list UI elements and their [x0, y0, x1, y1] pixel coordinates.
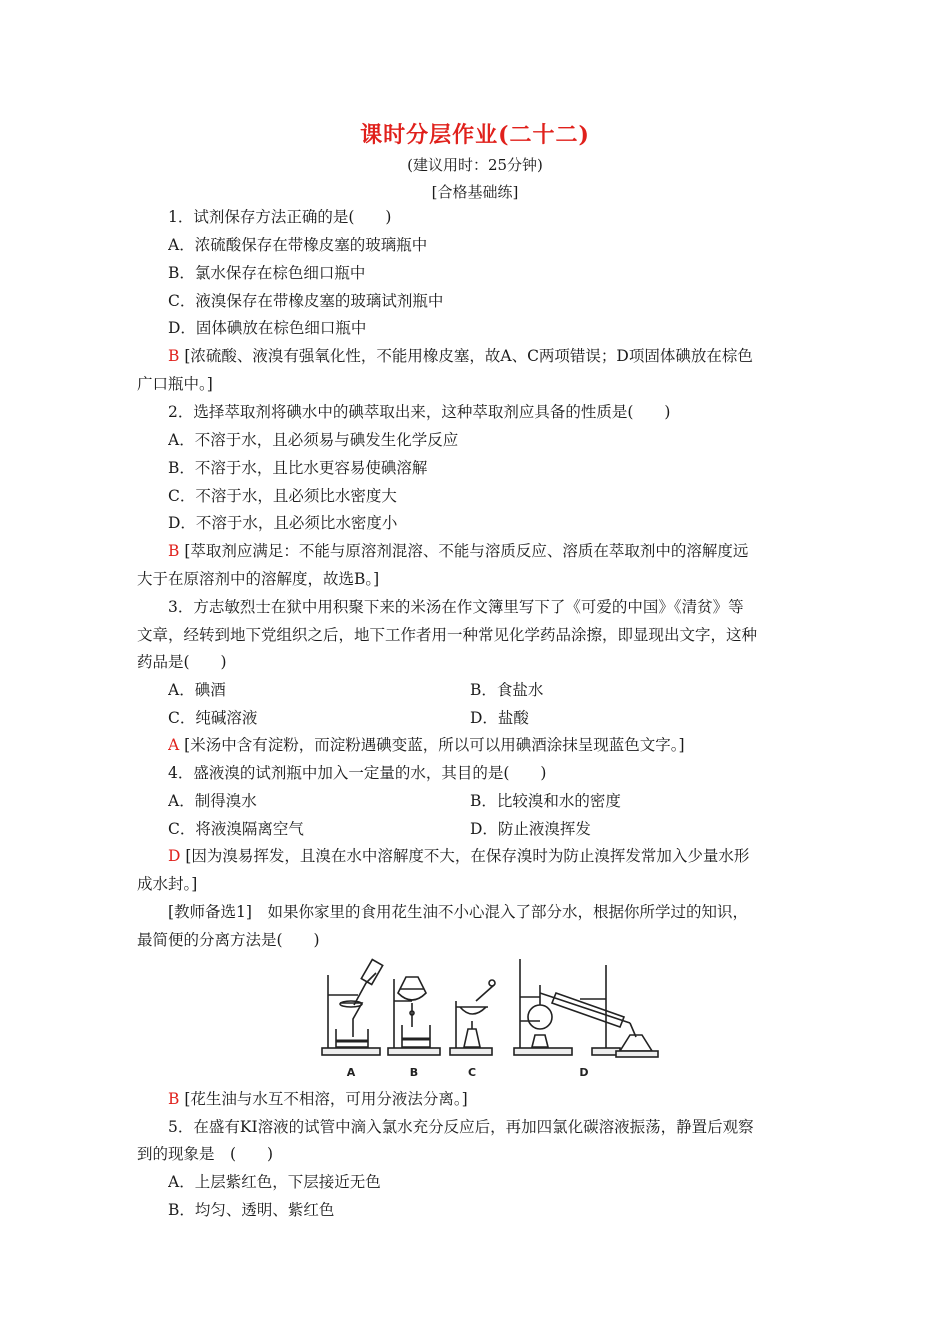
q2-explanation-line1 [168, 541, 818, 561]
q4-option-b: B．比较溴和水的密度 [470, 792, 621, 810]
q4-explain-text: [因为溴易挥发，且溴在水中溶解度不大，在保存溴时为防止溴挥发常加入少量水形 [185, 847, 750, 865]
q4-stem: 4．盛液溴的试剂瓶中加入一定量的水，其目的是( ) [168, 764, 547, 782]
q3-explain-text: [米汤中含有淀粉，而淀粉遇碘变蓝，所以可以用碘酒涂抹呈现蓝色文字。] [184, 736, 685, 754]
q2-explanation-line2: 大于在原溶剂中的溶解度，故选B。] [137, 570, 380, 588]
section-heading: [合格基础练] [431, 183, 519, 201]
q2-answer: B [168, 542, 180, 560]
q1-answer: B [168, 347, 180, 365]
figure-label-a: A [346, 1066, 356, 1079]
q2-explain-text: [萃取剂应满足：不能与原溶剂混溶、不能与溶质反应、溶质在萃取剂中的溶解度远 [184, 542, 749, 560]
figure-label-b: B [409, 1066, 419, 1079]
q2-option-c: C．不溶于水，且必须比水密度大 [168, 487, 397, 505]
apparatus-a-filtration [322, 959, 383, 1055]
teacher-explain-text: [花生油与水互不相溶，可用分液法分离。] [184, 1090, 468, 1108]
teacher-answer: B [168, 1090, 180, 1108]
teacher-stem-line2: 最简便的分离方法是( ) [137, 931, 320, 949]
teacher-explanation [168, 1089, 818, 1109]
q3-stem-line1: 3．方志敏烈士在狱中用积聚下来的米汤在作文簿里写下了《可爱的中国》《清贫》等 [168, 598, 744, 616]
q1-explain-text: [浓硫酸、液溴有强氧化性，不能用橡皮塞，故A、C两项错误；D项固体碘放在棕色 [184, 347, 753, 365]
q5-stem-line1: 5．在盛有KI溶液的试管中滴入氯水充分反应后，再加四氯化碳溶液振荡，静置后观察 [168, 1118, 754, 1136]
figure-label-d: D [579, 1066, 589, 1079]
q5-option-a: A．上层紫红色，下层接近无色 [168, 1173, 381, 1191]
figure-label-c: C [467, 1066, 477, 1079]
q2-option-b: B．不溶于水，且比水更容易使碘溶解 [168, 459, 428, 477]
q1-explanation-line2: 广口瓶中。] [137, 375, 213, 393]
q3-answer: A [168, 736, 180, 754]
q4-explanation-line2: 成水封。] [137, 875, 198, 893]
q1-stem: 1．试剂保存方法正确的是( ) [168, 208, 392, 226]
q1-option-d: D．固体碘放在棕色细口瓶中 [168, 319, 367, 337]
q3-option-b: B．食盐水 [470, 681, 544, 699]
apparatus-d-distillation [514, 959, 658, 1057]
q3-explanation-line1 [168, 735, 818, 755]
q5-stem-line2: 到的现象是 ( ) [137, 1145, 274, 1163]
q2-option-a: A．不溶于水，且必须易与碘发生化学反应 [168, 431, 459, 449]
page-title: 课时分层作业(二十二) [360, 122, 590, 148]
q1-option-b: B．氯水保存在棕色细口瓶中 [168, 264, 366, 282]
q3-option-c: C．纯碱溶液 [168, 709, 258, 727]
apparatus-figure [318, 955, 663, 1083]
q1-explanation-line1 [168, 346, 818, 366]
q5-option-b: B．均匀、透明、紫红色 [168, 1201, 335, 1219]
q4-option-c: C．将液溴隔离空气 [168, 820, 304, 838]
q3-stem-line2: 文章，经转到地下党组织之后，地下工作者用一种常见化学药品涂擦，即显现出文字，这种 [137, 626, 758, 644]
time-hint: (建议用时：25分钟) [407, 156, 543, 174]
apparatus-c-evaporation [450, 980, 495, 1055]
q1-option-a: A．浓硫酸保存在带橡皮塞的玻璃瓶中 [168, 236, 428, 254]
q2-stem: 2．选择萃取剂将碘水中的碘萃取出来，这种萃取剂应具备的性质是( ) [168, 403, 671, 421]
q4-option-a: A．制得溴水 [168, 792, 257, 810]
q3-stem-line3: 药品是( ) [137, 653, 227, 671]
apparatus-b-separatory-funnel [388, 977, 440, 1055]
q4-option-d: D．防止液溴挥发 [470, 820, 591, 838]
teacher-stem-line1: [教师备选1] 如果你家里的食用花生油不小心混入了部分水，根据你所学过的知识， [168, 903, 748, 921]
q4-answer: D [168, 847, 181, 865]
q2-option-d: D．不溶于水，且必须比水密度小 [168, 514, 398, 532]
q3-option-d: D．盐酸 [470, 709, 529, 727]
q4-explanation-line1 [168, 846, 818, 866]
q3-option-a: A．碘酒 [168, 681, 226, 699]
q1-option-c: C．液溴保存在带橡皮塞的玻璃试剂瓶中 [168, 292, 444, 310]
